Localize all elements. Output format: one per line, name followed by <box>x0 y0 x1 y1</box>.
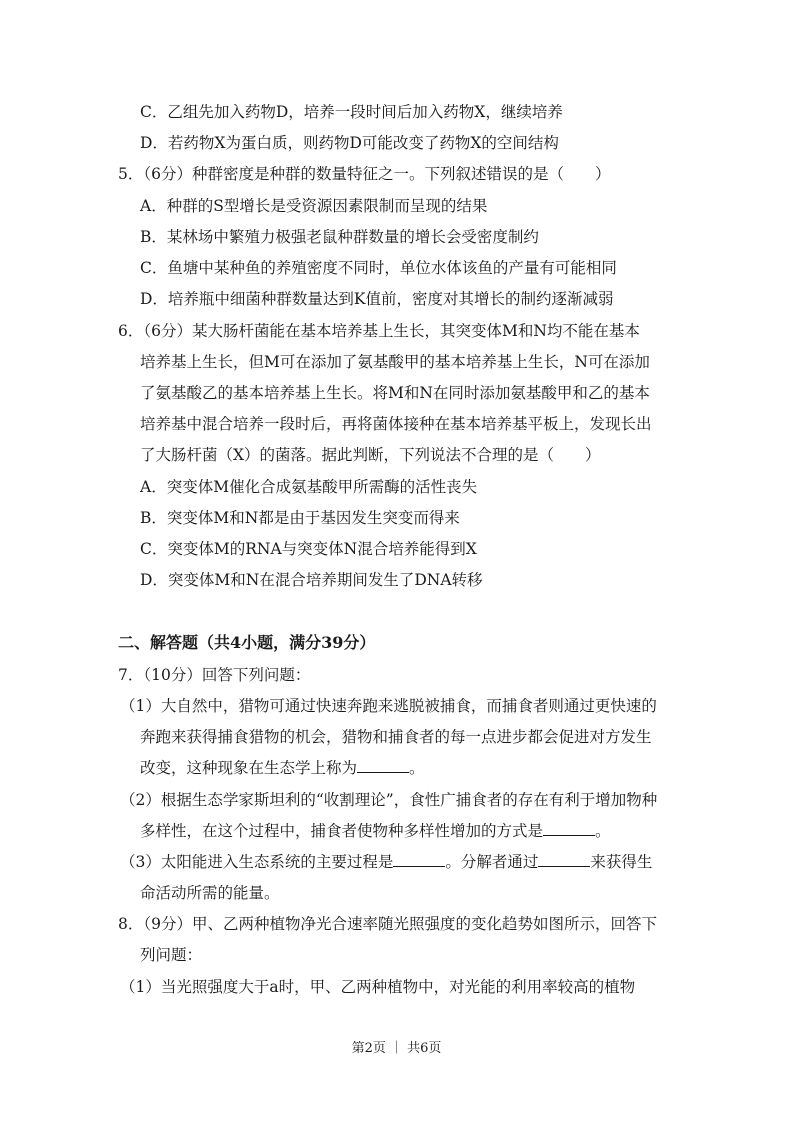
text-segment: 。分解者通过 <box>445 853 539 871</box>
option-5b: B．某林场中繁殖力极强老鼠种群数量的增长会受密度制约 <box>140 228 539 246</box>
question-8-stem-line-2: 列问题： <box>140 946 203 964</box>
question-7-part-2-line-1: （2）根据生态学家斯坦利的“收割理论”，食性广捕食者的存在有利于增加物种 <box>120 791 658 809</box>
answer-blank <box>393 852 445 867</box>
question-5-stem: 5．（6分）种群密度是种群的数量特征之一。下列叙述错误的是（ ） <box>118 165 611 183</box>
option-6c: C．突变体M的RNA与突变体N混合培养能得到X <box>140 540 477 558</box>
question-8-stem-line-1: 8．（9分）甲、乙两种植物净光合速率随光照强度的变化趋势如图所示，回答下 <box>118 915 657 933</box>
question-7-part-2-line-2 <box>140 821 611 841</box>
text-segment: 多样性，在这个过程中，捕食者使物种多样性增加的方式是 <box>140 822 544 840</box>
option-5d: D．培养瓶中细菌种群数量达到K值前，密度对其增长的制约逐渐减弱 <box>140 290 614 308</box>
answer-blank <box>538 852 590 867</box>
answer-blank <box>357 758 409 773</box>
option-4d: D．若药物X为蛋白质，则药物D可能改变了药物X的空间结构 <box>140 134 559 152</box>
text-segment: 。 <box>409 759 425 777</box>
question-6-stem-line-2: 培养基上生长，但M可在添加了氨基酸甲的基本培养基上生长，N可在添加 <box>140 353 650 371</box>
question-7-stem: 7．（10分）回答下列问题： <box>118 666 311 684</box>
question-6-stem-line-3: 了氨基酸乙的基本培养基上生长。将M和N在同时添加氨基酸甲和乙的基本 <box>140 384 650 402</box>
answer-blank <box>543 821 595 836</box>
section-title: 二、解答题（共4小题，满分39分） <box>118 633 376 652</box>
option-5c: C．鱼塘中某种鱼的养殖密度不同时，单位水体该鱼的产量有可能相同 <box>140 259 617 277</box>
question-6-stem-line-5: 了大肠杆菌（X）的菌落。据此判断，下列说法不合理的是（ ） <box>140 446 601 464</box>
text-segment: 来获得生 <box>590 853 653 871</box>
question-6-stem-line-1: 6．（6分）某大肠杆菌能在基本培养基上生长，其突变体M和N均不能在基本 <box>118 322 640 340</box>
option-5a: A．种群的S型增长是受资源因素限制而呈现的结果 <box>140 197 488 215</box>
question-8-part-1-line-1: （1）当光照强度大于a时，甲、乙两种植物中，对光能的利用率较高的植物 <box>120 978 636 996</box>
question-7-part-3-line-1 <box>120 852 652 872</box>
question-7-part-1-line-3 <box>140 758 425 778</box>
question-6-stem-line-4: 培养基中混合培养一段时后，再将菌体接种在基本培养基平板上，发现长出 <box>140 415 652 433</box>
option-6b: B．突变体M和N都是由于基因发生突变而得来 <box>140 509 460 527</box>
page-footer: 第2页 ｜ 共6页 <box>351 1041 442 1056</box>
text-segment: （3）太阳能进入生态系统的主要过程是 <box>120 853 394 871</box>
option-6d: D．突变体M和N在混合培养期间发生了DNA转移 <box>140 571 483 589</box>
question-7-part-1-line-2: 奔跑来获得捕食猎物的机会，猎物和捕食者的每一点进步都会促进对方发生 <box>140 728 652 746</box>
option-4c: C．乙组先加入药物D，培养一段时间后加入药物X，继续培养 <box>140 103 563 121</box>
option-6a: A．突变体M催化合成氨基酸甲所需酶的活性丧失 <box>140 478 478 496</box>
text-segment: 改变，这种现象在生态学上称为 <box>140 759 358 777</box>
question-7-part-1-line-1: （1）大自然中，猎物可通过快速奔跑来逃脱被捕食，而捕食者则通过更快速的 <box>120 697 657 715</box>
question-7-part-3-line-2: 命活动所需的能量。 <box>140 884 280 902</box>
text-segment: 。 <box>595 822 611 840</box>
